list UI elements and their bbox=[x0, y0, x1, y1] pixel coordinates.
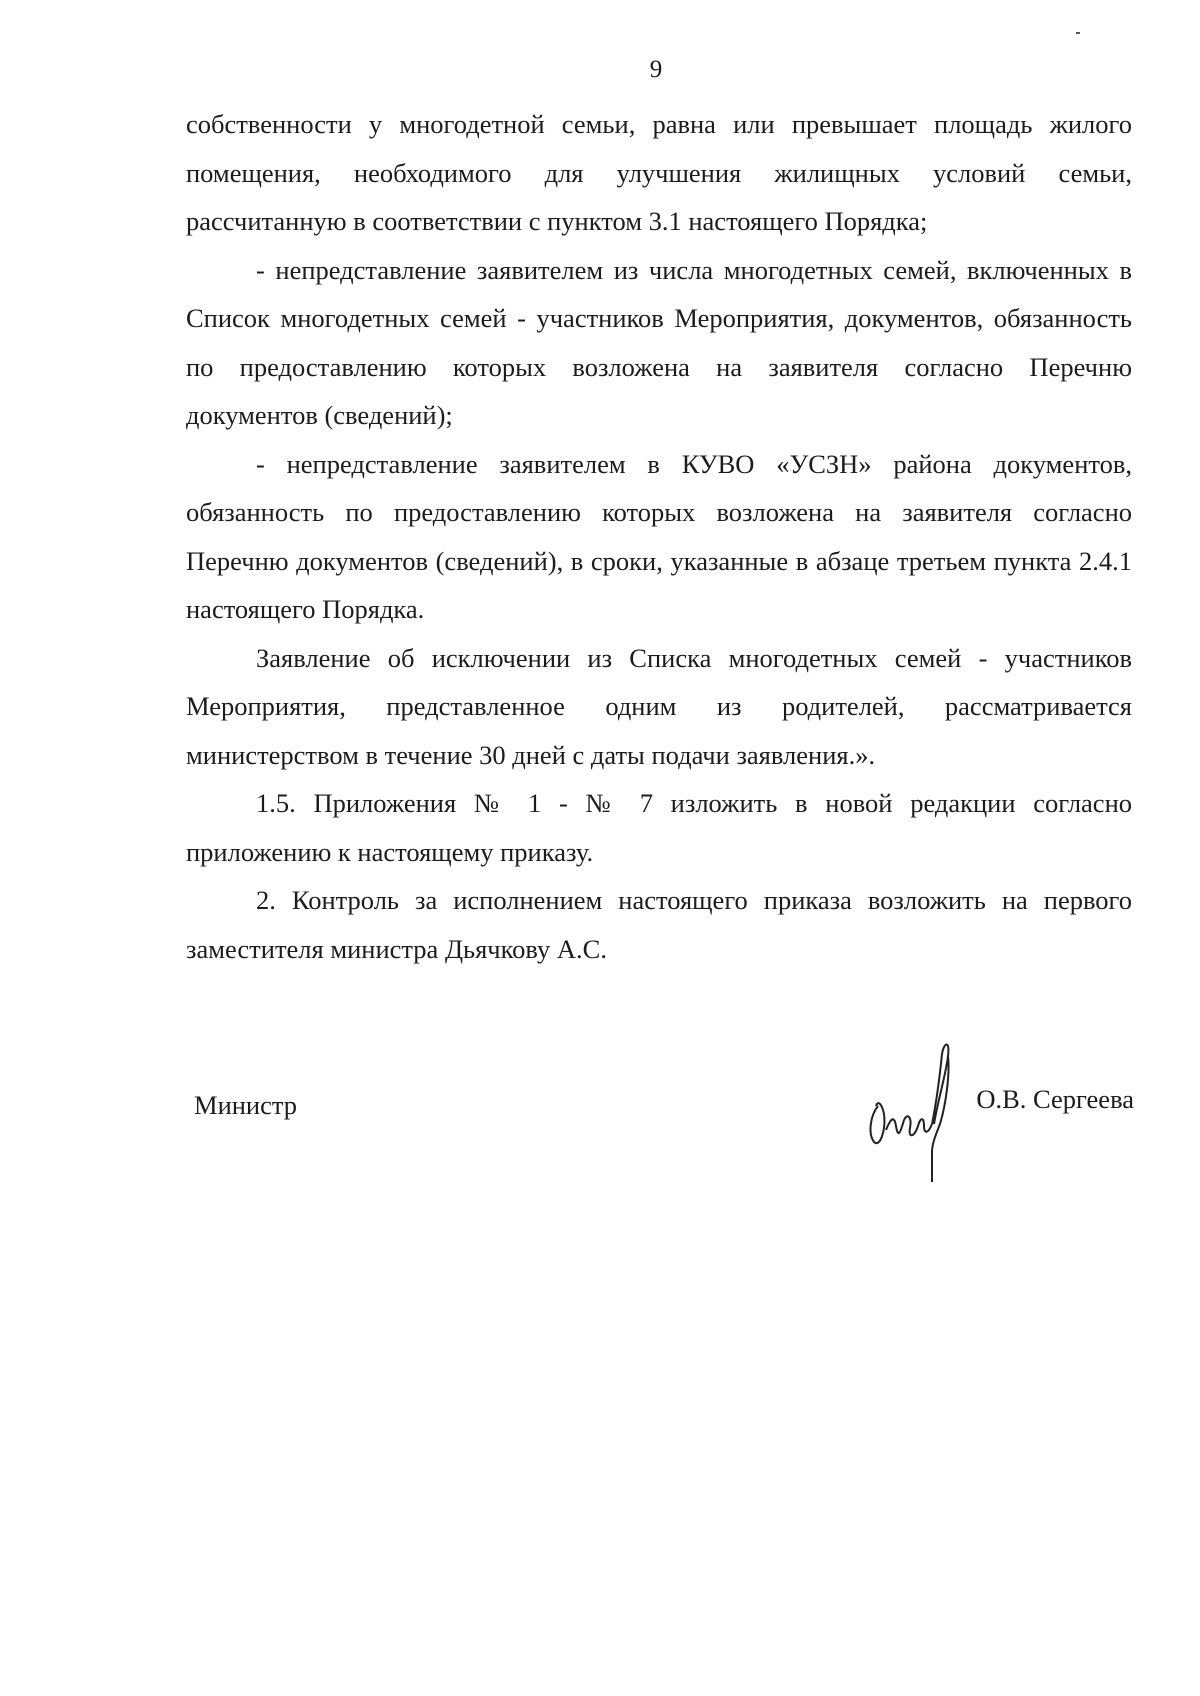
paragraph-item-2: 2. Контроль за исполнением настоящего приказа возложить на первого заместителя министра Дьячкову А.С. bbox=[186, 885, 1132, 964]
scan-mark bbox=[1076, 32, 1080, 34]
paragraph-bullet-1: - непредставление заявителем из числа многодетных семей, включенных в Список многодетных семей - участников Мероприятия, документов, обязанность по предоставлению которых возложена на заявителя согласно Перечню документов (сведений); bbox=[186, 254, 1132, 430]
signatory-position: Министр bbox=[194, 1090, 298, 1120]
page-number: 9 bbox=[649, 56, 663, 83]
signature-block bbox=[186, 1080, 1132, 1200]
paragraph-bullet-2: - непредставление заявителем в КУВО «УСЗН» района документов, обязанность по предоставлению которых возложена на заявителя согласно Перечню документов (сведений), в сроки, указанные в абзаце третьем пункта 2.4.1 настоящего Порядка. bbox=[186, 448, 1132, 624]
paragraph-exclusion-statement: Заявление об исключении из Списка многодетных семей - участников Мероприятия, представленное одним из родителей, рассматривается министерством в течение 30 дней с даты подачи заявления.». bbox=[186, 642, 1132, 770]
handwritten-signature bbox=[862, 1034, 972, 1184]
paragraph-continuation: собственности у многодетной семьи, равна или превышает площадь жилого помещения, необходимого для улучшения жилищных условий семьи, рассчитанную в соответствии с пунктом 3.1 настоящего Порядка; bbox=[186, 109, 1132, 236]
signatory-name: О.В. Сергеева bbox=[976, 1084, 1134, 1114]
document-body bbox=[186, 100, 1132, 973]
paragraph-item-1-5: 1.5. Приложения № 1 - № 7 изложить в новой редакции согласно приложению к настоящему приказу. bbox=[186, 788, 1132, 867]
